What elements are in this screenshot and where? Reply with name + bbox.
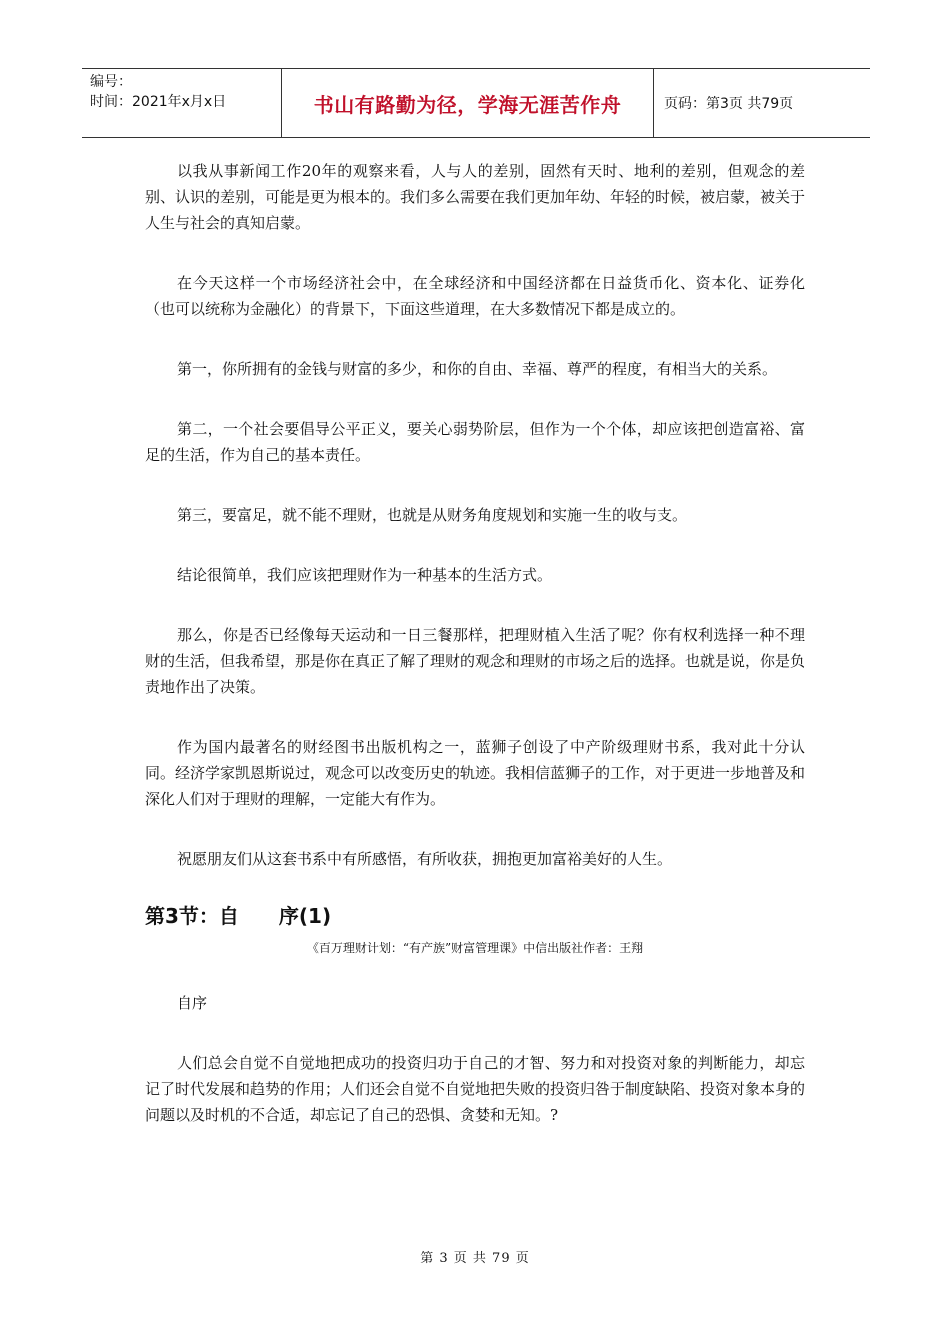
paragraph: 结论很简单，我们应该把理财作为一种基本的生活方式。 [177, 566, 553, 584]
header-page-info: 页码：第3页 共79页 [664, 96, 794, 112]
header-meta [82, 69, 282, 137]
paragraph: 第一，你所拥有的金钱与财富的多少，和你的自由、幸福、尊严的程度，有相当大的关系。 [177, 360, 778, 378]
time-label: 时间：2021年x月x日 [90, 94, 227, 110]
paragraph: 第三，要富足，就不能不理财，也就是从财务角度规划和实施一生的收与支。 [177, 506, 688, 524]
document-body [145, 158, 805, 1128]
page-header [82, 68, 870, 138]
paragraph: 人们总会自觉不自觉地把成功的投资归功于自己的才智、努力和对投资对象的判断能力，却忘记了时代发展和趋势的作用；人们还会自觉不自觉地把失败的投资归咎于制度缺陷、投资对象本身的问题以及时机的不合适，却忘记了自己的恐惧、贪婪和无知。? [145, 1054, 806, 1124]
paragraph: 祝愿朋友们从这套书系中有所感悟，有所收获，拥抱更加富裕美好的人生。 [177, 850, 673, 868]
page-footer: 第 3 页 共 79 页 [420, 1251, 530, 1266]
paragraph: 自序 [177, 994, 208, 1012]
paragraph: 作为国内最著名的财经图书出版机构之一，蓝狮子创设了中产阶级理财书系，我对此十分认同。经济学家凯恩斯说过，观念可以改变历史的轨迹。我相信蓝狮子的工作，对于更进一步地普及和深化人们对于理财的理解，一定能大有作为。 [145, 738, 806, 808]
paragraph: 以我从事新闻工作20年的观察来看，人与人的差别，固然有天时、地利的差别，但观念的差别、认识的差别，可能是更为根本的。我们多么需要在我们更加年幼、年轻的时候，被启蒙，被关于人生与社会的真知启蒙。 [145, 162, 806, 232]
paragraph: 在今天这样一个市场经济社会中，在全球经济和中国经济都在日益货币化、资本化、证券化（也可以统称为金融化）的背景下，下面这些道理，在大多数情况下都是成立的。 [145, 274, 805, 318]
source-line: 《百万理财计划：“有产族”财富管理课》中信出版社作者：王翔 [306, 941, 644, 955]
section-title: 第3节：自 序(1) [145, 904, 332, 928]
paragraph: 第二，一个社会要倡导公平正义，要关心弱势阶层，但作为一个个体，却应该把创造富裕、富足的生活，作为自己的基本责任。 [145, 420, 805, 464]
paragraph: 那么，你是否已经像每天运动和一日三餐那样，把理财植入生活了呢？你有权利选择一种不理财的生活，但我希望，那是你在真正了解了理财的观念和理财的市场之后的选择。也就是说，你是负责地作出了决策。 [145, 626, 806, 696]
number-label: 编号： [90, 74, 132, 90]
header-motto: 书山有路勤为径，学海无涯苦作舟 [282, 69, 654, 137]
